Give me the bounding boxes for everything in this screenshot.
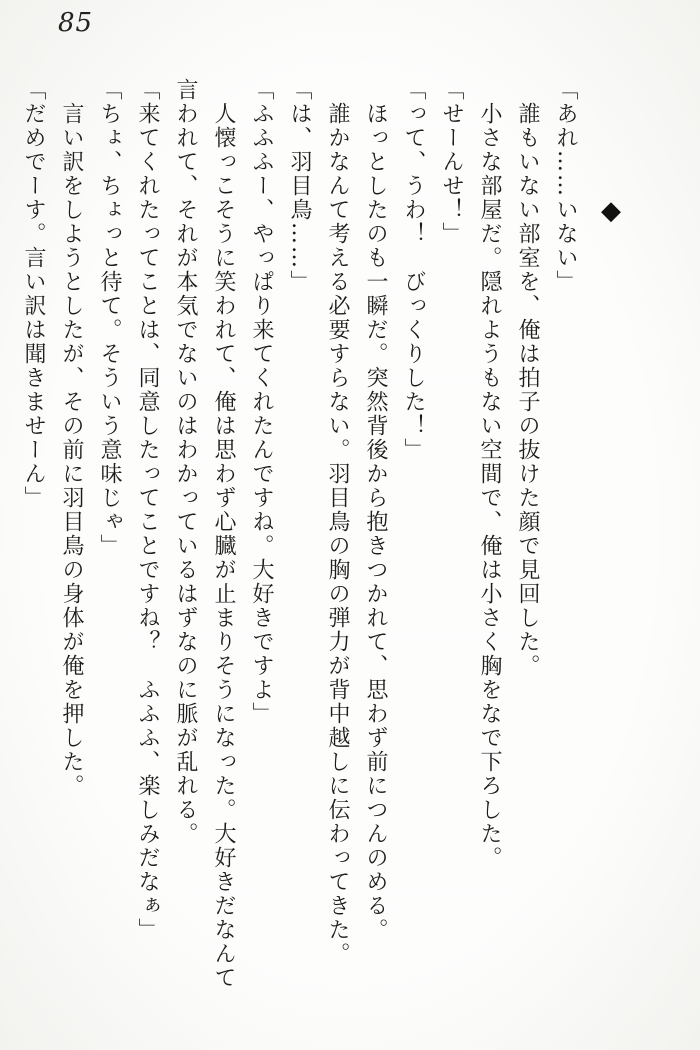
text-line: 「は、羽目鳥……」 <box>287 78 312 294</box>
text-line: 「あれ……いない」 <box>553 78 578 294</box>
text-line: 「来てくれたってことは、同意したってことですね？ ふふふ、楽しみだなぁ」 <box>135 78 160 942</box>
text-line: 小さな部屋だ。隠れようもない空間で、俺は小さく胸をなで下ろした。 <box>477 78 502 870</box>
text-line: 誰かなんて考える必要すらない。羽目鳥の胸の弾力が背中越しに伝わってきた。 <box>325 78 350 966</box>
text-line: 言い訳をしようとしたが、その前に羽目鳥の身体が俺を押した。 <box>59 78 84 798</box>
text-line: 「ふふふー、やっぱり来てくれたんですね。大好きですよ」 <box>249 78 274 726</box>
text-line: 「せーんせ！」 <box>439 78 464 246</box>
text-line: 「だめでーす。言い訳は聞きませーん」 <box>21 78 46 510</box>
text-line: ほっとしたのも一瞬だ。突然背後から抱きつかれて、思わず前につんのめる。 <box>363 78 388 942</box>
page-number: 85 <box>58 8 94 38</box>
text-line: 「って、うわ！ びっくりした！」 <box>401 78 426 462</box>
vertical-text-area <box>14 78 630 996</box>
text-line: 「ちょ、ちょっと待て。そういう意味じゃ」 <box>97 78 122 558</box>
diamond-separator-icon: ◆ <box>596 196 626 228</box>
text-line: 人懐っこそうに笑われて、俺は思わず心臓が止まりそうになった。大好きだなんて言われて、それが本気でないのはわかっているはずなのに脈が乱れる。 <box>173 78 236 990</box>
text-line: 誰もいない部室を、俺は拍子の抜けた顔で見回した。 <box>515 78 540 678</box>
